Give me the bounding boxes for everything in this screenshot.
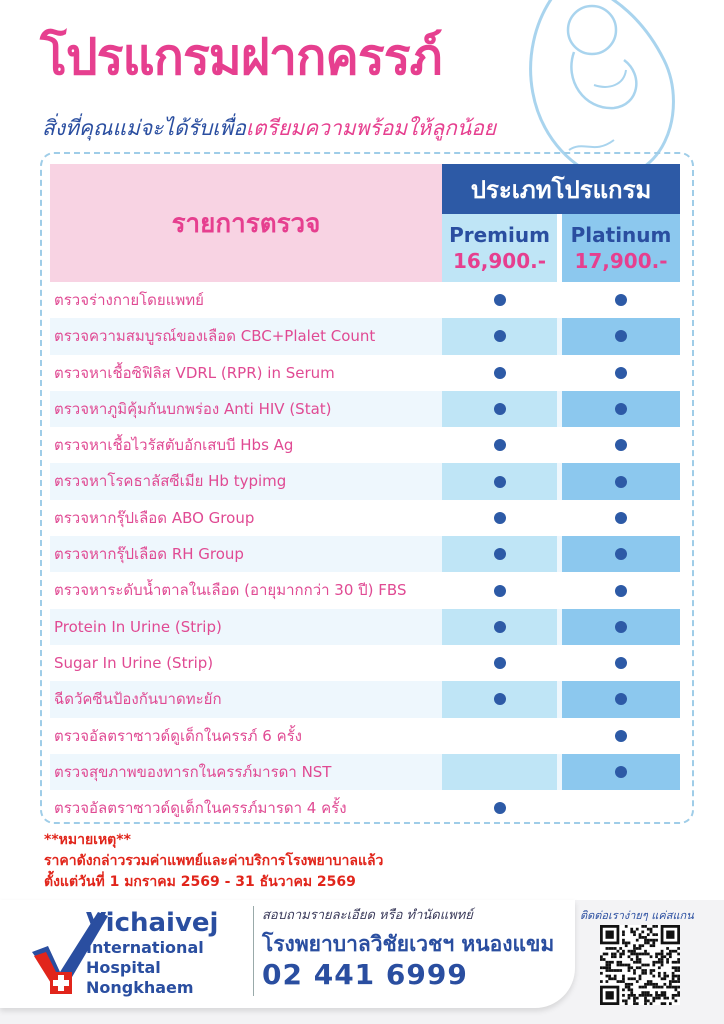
included-dot-icon xyxy=(494,294,506,306)
row-label: ฉีดวัคซีนป้องกันบาดทะยัก xyxy=(54,690,222,709)
platinum-cell xyxy=(562,391,680,427)
table-row xyxy=(50,391,680,427)
included-dot-icon xyxy=(494,802,506,814)
premium-cell xyxy=(442,572,557,608)
premium-cell xyxy=(442,318,557,354)
included-dot-icon xyxy=(494,693,506,705)
notes-line: ตั้งแต่วันที่ 1 มกราคม 2569 - 31 ธันวาคม 2569 xyxy=(44,874,356,890)
contact-label: สอบถามรายละเอียด หรือ ทำนัดแพทย์ xyxy=(262,908,473,923)
platinum-cell xyxy=(562,718,680,754)
plan-platinum-header xyxy=(562,214,680,282)
program-table xyxy=(50,164,680,826)
included-dot-icon xyxy=(494,367,506,379)
included-dot-icon xyxy=(494,403,506,415)
platinum-cell xyxy=(562,609,680,645)
included-dot-icon xyxy=(615,367,627,379)
included-dot-icon xyxy=(615,585,627,597)
row-label: ตรวจหากรุ๊ปเลือด ABO Group xyxy=(54,508,255,527)
logo-line: Vichaivej xyxy=(86,908,219,938)
platinum-cell xyxy=(562,427,680,463)
premium-cell xyxy=(442,718,557,754)
included-dot-icon xyxy=(494,476,506,488)
premium-cell xyxy=(442,427,557,463)
table-row xyxy=(50,536,680,572)
platinum-cell xyxy=(562,500,680,536)
table-row xyxy=(50,754,680,790)
premium-cell xyxy=(442,754,557,790)
premium-cell xyxy=(442,500,557,536)
platinum-cell xyxy=(562,282,680,318)
table-row xyxy=(50,318,680,354)
included-dot-icon xyxy=(615,730,627,742)
premium-cell xyxy=(442,645,557,681)
platinum-cell xyxy=(562,318,680,354)
row-label: ตรวจสุขภาพของทารกในครรภ์มารดา NST xyxy=(54,762,332,781)
subtitle-highlight: เตรียมความพร้อมให้ลูกน้อย xyxy=(245,116,497,140)
table-row xyxy=(50,572,680,608)
row-label: ตรวจความสมบูรณ์ของเลือด CBC+Plalet Count xyxy=(54,327,376,346)
included-dot-icon xyxy=(494,439,506,451)
table-body xyxy=(50,282,680,826)
platinum-cell xyxy=(562,790,680,826)
notes-heading: **หมายเหตุ** xyxy=(44,832,131,848)
table-row xyxy=(50,427,680,463)
included-dot-icon xyxy=(615,693,627,705)
included-dot-icon xyxy=(615,621,627,633)
included-dot-icon xyxy=(494,621,506,633)
premium-cell xyxy=(442,282,557,318)
qr-caption: ติดต่อเราง่ายๆ แค่สแกน xyxy=(580,909,694,922)
page-title: โปรแกรมฝากครรภ์ xyxy=(40,28,442,86)
plan-premium-header xyxy=(442,214,557,282)
premium-cell xyxy=(442,391,557,427)
platinum-cell xyxy=(562,681,680,717)
row-label: Protein In Urine (Strip) xyxy=(54,617,222,636)
platinum-cell xyxy=(562,536,680,572)
premium-cell xyxy=(442,609,557,645)
logo-text xyxy=(86,908,218,998)
program-header: ประเภทโปรแกรม xyxy=(470,175,652,204)
plan-name: Platinum xyxy=(570,223,672,247)
hospital-name: โรงพยาบาลวิชัยเวชฯ หนองแขม xyxy=(262,932,555,956)
row-label: ตรวจร่างกายโดยแพทย์ xyxy=(54,291,204,309)
logo-line: International xyxy=(86,938,204,957)
included-dot-icon xyxy=(615,657,627,669)
page-subtitle xyxy=(42,112,496,145)
row-label: ตรวจอัลตราซาวด์ดูเด็กในครรภ์มารดา 4 ครั้ง xyxy=(54,799,347,818)
row-label: ตรวจหากรุ๊ปเลือด RH Group xyxy=(54,545,244,564)
included-dot-icon xyxy=(615,403,627,415)
notes-line: ราคาดังกล่าวรวมค่าแพทย์และค่าบริการโรงพยาบาลแล้ว xyxy=(44,853,384,869)
included-dot-icon xyxy=(615,512,627,524)
plan-price: 16,900.- xyxy=(452,249,547,273)
table-row xyxy=(50,681,680,717)
table-row xyxy=(50,645,680,681)
platinum-cell xyxy=(562,754,680,790)
included-dot-icon xyxy=(494,512,506,524)
platinum-cell xyxy=(562,645,680,681)
table-row xyxy=(50,500,680,536)
row-label: ตรวจหาเชื้อไวรัสตับอักเสบบี Hbs Ag xyxy=(54,436,294,455)
included-dot-icon xyxy=(615,548,627,560)
items-header: รายการตรวจ xyxy=(171,208,321,239)
notes xyxy=(44,830,383,893)
footer-card xyxy=(0,900,575,1008)
premium-cell xyxy=(442,681,557,717)
platinum-cell xyxy=(562,572,680,608)
footer xyxy=(0,900,724,1024)
plan-name: Premium xyxy=(449,223,550,247)
divider xyxy=(253,906,254,996)
row-label: ตรวจหาโรคธาลัสซีเมีย Hb typimg xyxy=(54,472,287,491)
premium-cell xyxy=(442,463,557,499)
row-label: ตรวจหาระดับน้ำตาลในเลือด (อายุมากกว่า 30 ปี) FBS xyxy=(54,581,407,600)
included-dot-icon xyxy=(494,330,506,342)
qr-code[interactable] xyxy=(600,925,680,1005)
logo-line: Hospital xyxy=(86,958,161,977)
plan-price: 17,900.- xyxy=(574,249,668,273)
included-dot-icon xyxy=(494,657,506,669)
included-dot-icon xyxy=(494,585,506,597)
included-dot-icon xyxy=(615,330,627,342)
logo-line: Nongkhaem xyxy=(86,978,194,997)
row-label: ตรวจหาภูมิคุ้มกันบกพร่อง Anti HIV (Stat) xyxy=(54,399,332,418)
row-label: ตรวจหาเชื้อซิฟิลิส VDRL (RPR) in Serum xyxy=(54,363,335,382)
included-dot-icon xyxy=(615,766,627,778)
table-row xyxy=(50,355,680,391)
table-row xyxy=(50,718,680,754)
row-label: ตรวจอัลตราซาวด์ดูเด็กในครรภ์ 6 ครั้ง xyxy=(54,726,302,745)
subtitle-lead: สิ่งที่คุณแม่จะได้รับเพื่อ xyxy=(42,116,246,140)
table-header xyxy=(50,164,680,282)
table-row xyxy=(50,282,680,318)
included-dot-icon xyxy=(615,439,627,451)
premium-cell xyxy=(442,790,557,826)
row-label: Sugar In Urine (Strip) xyxy=(54,653,214,672)
included-dot-icon xyxy=(615,476,627,488)
premium-cell xyxy=(442,536,557,572)
included-dot-icon xyxy=(494,548,506,560)
included-dot-icon xyxy=(615,294,627,306)
platinum-cell xyxy=(562,463,680,499)
premium-cell xyxy=(442,355,557,391)
items-header-cell xyxy=(50,164,442,282)
phone-number[interactable]: 02 441 6999 xyxy=(262,958,468,991)
program-header-cell xyxy=(442,164,680,214)
table-row xyxy=(50,463,680,499)
table-row xyxy=(50,790,680,826)
table-row xyxy=(50,609,680,645)
platinum-cell xyxy=(562,355,680,391)
